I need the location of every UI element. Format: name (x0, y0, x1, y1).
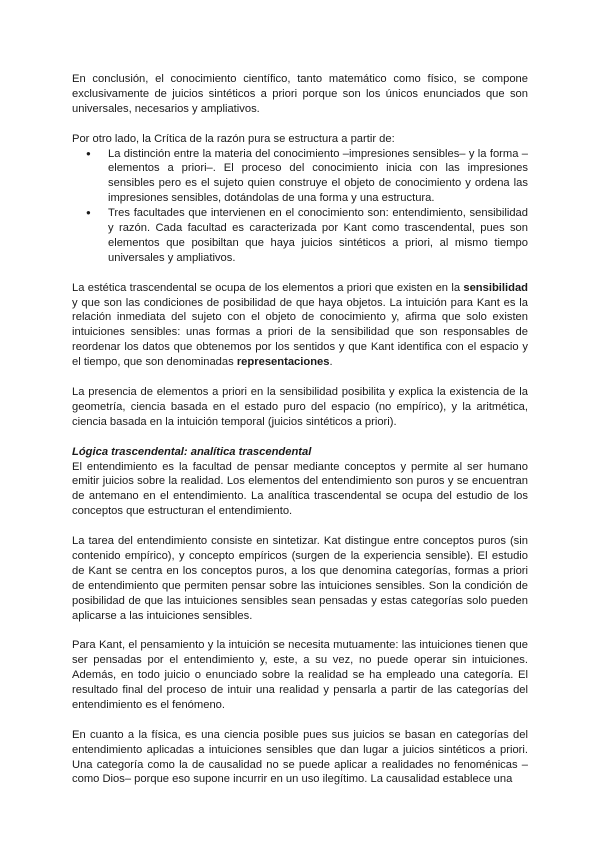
paragraph-fisica: En cuanto a la física, es una ciencia posible pues sus juicios se basan en categorías del entendimiento aplicadas a intuiciones sensibles que dan lugar a juicios sintéticos a priori. Una categoría como la de causalidad no se puede aplicar a realidades no fenoménicas –como Dios– porque eso supone incurrir en un uso ilegítimo. La causalidad establece una (72, 728, 528, 786)
text-run: La estética trascendental se ocupa de los elementos a priori que existen en la (72, 281, 464, 294)
paragraph-estetica (72, 281, 528, 370)
section-heading: Lógica trascendental: analítica trascendental (72, 445, 312, 458)
paragraph-entendimiento: El entendimiento es la facultad de pensar mediante conceptos y permite al ser humano emitir juicios sobre la realidad. Los elementos del entendimiento son puros y se encuentran de antemano en el entendimiento. La analítica trascendental se ocupa del estudio de los conceptos que estructuran el entendimiento. (72, 460, 528, 518)
paragraph-structure-intro: Por otro lado, la Crítica de la razón pura se estructura a partir de: (72, 132, 395, 145)
paragraph-sintetizar: La tarea del entendimiento consiste en sintetizar. Kat distingue entre conceptos puros (sin contenido empírico), y concepto empíricos (surgen de la experiencia sensible). El estudio de Kant se centra en los conceptos puros, a los que denomina categorías, formas a priori de entendimiento que permiten pensar sobre las intuiciones sensibles. Son la condición de posibilidad de que las intuiciones sensibles sean pensadas y estas categorías solo pueden aplicarse a las intuiciones sensibles. (72, 535, 528, 622)
paragraph-pensamiento: Para Kant, el pensamiento y la intuición se necesita mutuamente: las intuiciones tienen que ser pensadas por el entendimiento y, este, a su vez, no puede operar sin intuiciones. Además, en todo juicio o enunciado sobre la realidad se ha empleado una categoría. El resultado final del proceso de intuir una realidad y pensarla a partir de las categorías del entendimiento es el fenómeno. (72, 639, 528, 711)
bullet-item: ● La distinción entre la materia del conocimiento –impresiones sensibles– y la forma –elementos a priori–. El proceso del conocimiento inicia con las impresiones sensibles pero es el sujeto quien construye el objeto de conocimiento y ordena las impresiones sensibles, dotándolas de una forma y una estructura. (72, 147, 528, 207)
paragraph-conclusion: En conclusión, el conocimiento científico, tanto matemático como físico, se compone exclusivamente de juicios sintéticos a priori porque son los únicos enunciados que son universales, necesarios y ampliativos. (72, 73, 528, 115)
bold-term-representaciones: representaciones (236, 356, 330, 369)
bullet-list (72, 147, 528, 266)
text-run: . (329, 356, 333, 369)
paragraph-geometria: La presencia de elementos a priori en la sensibilidad posibilita y explica la existencia de la geometría, ciencia basada en el estado puro del espacio (no empírico), y la aritmética, ciencia basada en la intuición temporal (juicios sintéticos a priori). (72, 385, 528, 428)
bullet-item: ● Tres facultades que intervienen en el conocimiento son: entendimiento, sensibilidad y razón. Cada facultad es caracterizada por Kant como trascendental, pues son elementos que posibiltan que haya juicios sintéticos a priori, al mismo tiempo universales y ampliativos. (72, 206, 528, 266)
text-run: y que son las condiciones de posibilidad de que haya objetos. La intuición para Kant es la relación inmediata del sujeto con el objeto de conocimiento y, afirma que solo existen intuiciones sensibles: unas formas a priori de la sensibilidad que son responsables de reordenar los datos que obtenemos por los sentidos y que Kant identifica con el espacio y el tiempo, que son denominadas (72, 296, 528, 369)
document-page (72, 72, 528, 802)
bold-term-sensibilidad: sensibilidad (463, 281, 528, 294)
